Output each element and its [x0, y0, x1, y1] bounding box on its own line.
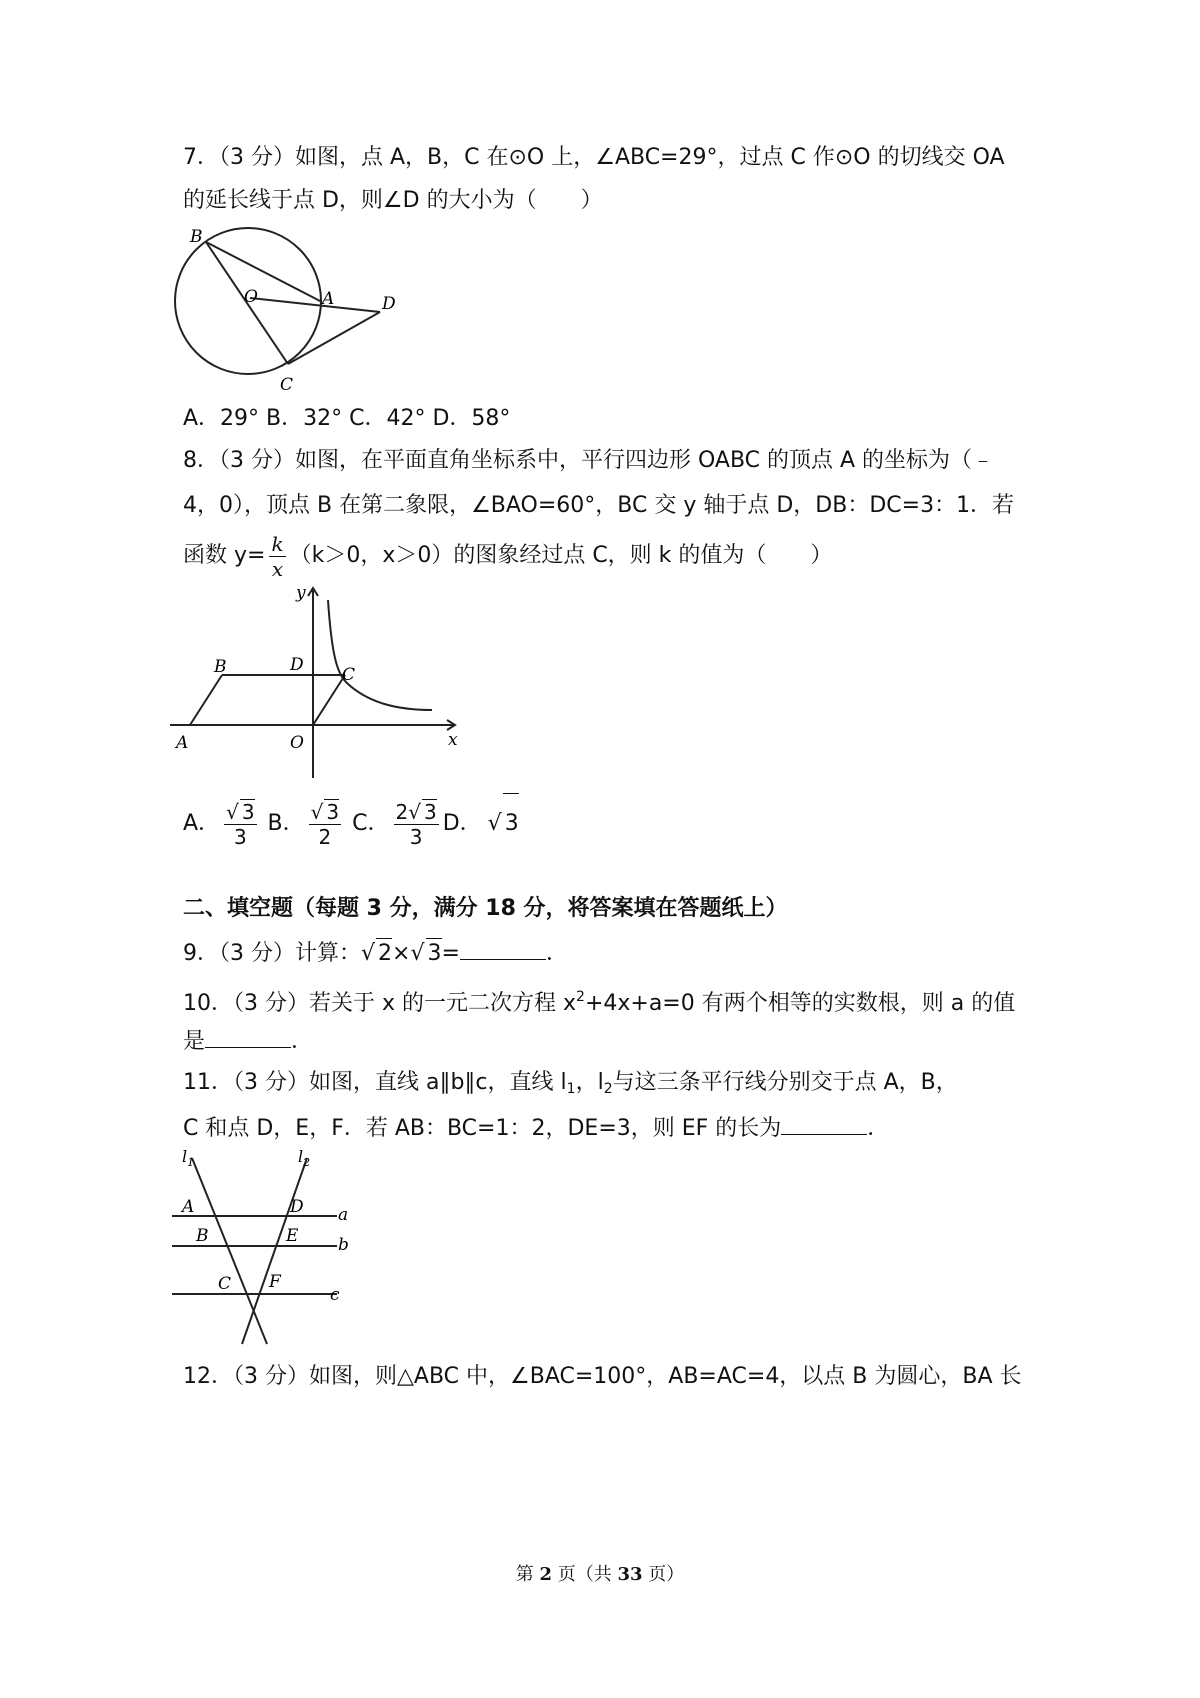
q8-option-c-frac: $\frac{2√ 3}{3}$	[395, 800, 437, 849]
section2-heading: 二、填空题（每题 3 分，满分 18 分，将答案填在答题纸上）	[183, 896, 788, 921]
q7-label-A: A	[322, 289, 335, 309]
q8-option-a-den: 3	[233, 825, 247, 849]
q11-line2	[183, 1112, 889, 1144]
q10-answer-blank[interactable]	[205, 1025, 291, 1048]
q8-frac-num: k	[271, 531, 284, 556]
q8-option-b-frac: $\frac{√ 3}{2}$	[310, 800, 340, 849]
q8-label-O: O	[290, 733, 304, 753]
q11-label-a: a	[338, 1205, 349, 1225]
q8-option-a-frac: $\frac{√ 3}{3}$	[226, 800, 255, 849]
q9-eq: =	[441, 941, 460, 966]
q11-label-C: C	[218, 1274, 232, 1294]
q8-option-b-label: B．	[267, 811, 305, 836]
q11-label-F: F	[269, 1272, 281, 1292]
q8-option-a-label: A．	[183, 811, 221, 836]
q9-line: 9．（3 分）计算：√ 2×√ 3= ．	[183, 937, 568, 969]
q11-label-b: b	[338, 1235, 349, 1255]
q11-sub1: 1	[566, 1081, 576, 1097]
q7-label-B: B	[190, 227, 203, 247]
footer-page-number: 2	[539, 1564, 552, 1585]
q7-label-D: D	[382, 294, 396, 314]
q10-sup: 2	[576, 989, 585, 1005]
q11-line2-end: ．	[867, 1116, 890, 1141]
q7-options: A．29° B．32° C．42° D．58°	[183, 406, 511, 431]
q8-option-d-val: 3	[503, 793, 519, 854]
q11-label-A: A	[182, 1197, 195, 1217]
q11-label-E: E	[286, 1226, 299, 1246]
q9-answer-blank[interactable]	[460, 937, 546, 960]
q8-label-D: D	[290, 655, 304, 675]
q11-label-l2: $l_2$	[298, 1148, 311, 1169]
q11-label-l1: $l_1$	[182, 1148, 195, 1169]
q8-label-A: A	[176, 733, 189, 753]
q7-label-O: O	[244, 287, 258, 307]
q9-times: ×	[392, 941, 411, 966]
q11-line1	[183, 1068, 958, 1104]
q11-label-D: D	[290, 1197, 304, 1217]
q8-label-B: B	[214, 657, 227, 677]
q10-line2	[183, 1025, 313, 1057]
q12-line1: 12．（3 分）如图，则△ABC 中，∠BAC=100°，AB=AC=4，以点 B 为圆心，BA 长	[183, 1364, 1022, 1389]
footer-total-pages: 33	[617, 1564, 643, 1585]
q7-line1: 7．（3 分）如图，点 A，B，C 在⊙O 上，∠ABC=29°，过点 C 作⊙O 的切线交 OA	[183, 145, 1005, 170]
q8-line1: 8．（3 分）如图，在平面直角坐标系中，平行四边形 OABC 的顶点 A 的坐标为（﹣	[183, 448, 995, 473]
q8-option-d-label: D．	[442, 811, 482, 836]
q8-fraction-k-over-x	[269, 532, 285, 581]
q8-line2: 4，0），顶点 B 在第二象限，∠BAO=60°，BC 交 y 轴于点 D，DB：DC=3：1．若	[183, 493, 1015, 518]
q11-label-c: c	[330, 1285, 340, 1305]
q10-line1-pre: 10．（3 分）若关于 x 的一元二次方程 x	[183, 991, 577, 1016]
q10-line1-post: +4x+a=0 有两个相等的实数根，则 a 的值	[584, 991, 1016, 1016]
q8-label-C: C	[342, 665, 356, 685]
q11-sub2: 2	[603, 1081, 613, 1097]
q11-line1-post: 与这三条平行线分别交于点 A，B，	[612, 1070, 958, 1095]
footer-mid: 页（共	[552, 1564, 618, 1585]
q8-label-y: y	[296, 583, 306, 603]
q8-figure	[170, 580, 470, 789]
q8-option-b-num: 3	[326, 800, 340, 824]
q10-line1	[183, 982, 1015, 1019]
q8-option-a-num: 3	[241, 800, 255, 824]
q8-option-c-den: 3	[409, 825, 423, 849]
q7-figure	[170, 222, 420, 401]
footer-pre: 第	[515, 1564, 540, 1585]
q8-option-b-den: 2	[318, 825, 332, 849]
q8-line3-pre: 函数 y=	[183, 543, 266, 568]
footer-post: 页）	[642, 1564, 685, 1585]
q11-line1-mid: ，l	[575, 1070, 604, 1095]
q8-option-c-label: C．	[352, 811, 390, 836]
q8-option-c-num: 3	[423, 800, 437, 824]
q11-label-B: B	[196, 1226, 209, 1246]
q8-line3	[183, 530, 832, 582]
q8-line3-post: （k＞0，x＞0）的图象经过点 C，则 k 的值为（ ）	[289, 543, 833, 568]
q11-answer-blank[interactable]	[781, 1112, 867, 1135]
q11-line1-pre: 11．（3 分）如图，直线 a∥b∥c，直线 l	[183, 1070, 567, 1095]
q11-figure	[172, 1148, 372, 1352]
q9-end: ．	[545, 941, 568, 966]
q8-label-x: x	[448, 730, 458, 750]
q10-line2-pre: 是	[183, 1029, 206, 1054]
q8-options: A． $\frac{√ 3}{3}$ B． $\frac{√ 3}{2}$ C． $\frac{2√ 3}{3}$ D． √ 3	[183, 793, 519, 854]
q11-line2-pre: C 和点 D，E，F．若 AB：BC=1：2，DE=3，则 EF 的长为	[183, 1116, 782, 1141]
q9-radicand-2: 3	[426, 938, 442, 969]
q8-frac-den: x	[271, 556, 284, 581]
q8-option-c-coef: 2	[395, 800, 409, 824]
page-footer	[0, 1560, 1200, 1586]
q9-pre: 9．（3 分）计算：	[183, 941, 361, 966]
q9-radicand-1: 2	[376, 938, 392, 969]
q7-label-C: C	[280, 375, 294, 395]
q7-line2: 的延长线于点 D，则∠D 的大小为（ ）	[183, 188, 603, 213]
q10-line2-end: ．	[291, 1029, 314, 1054]
